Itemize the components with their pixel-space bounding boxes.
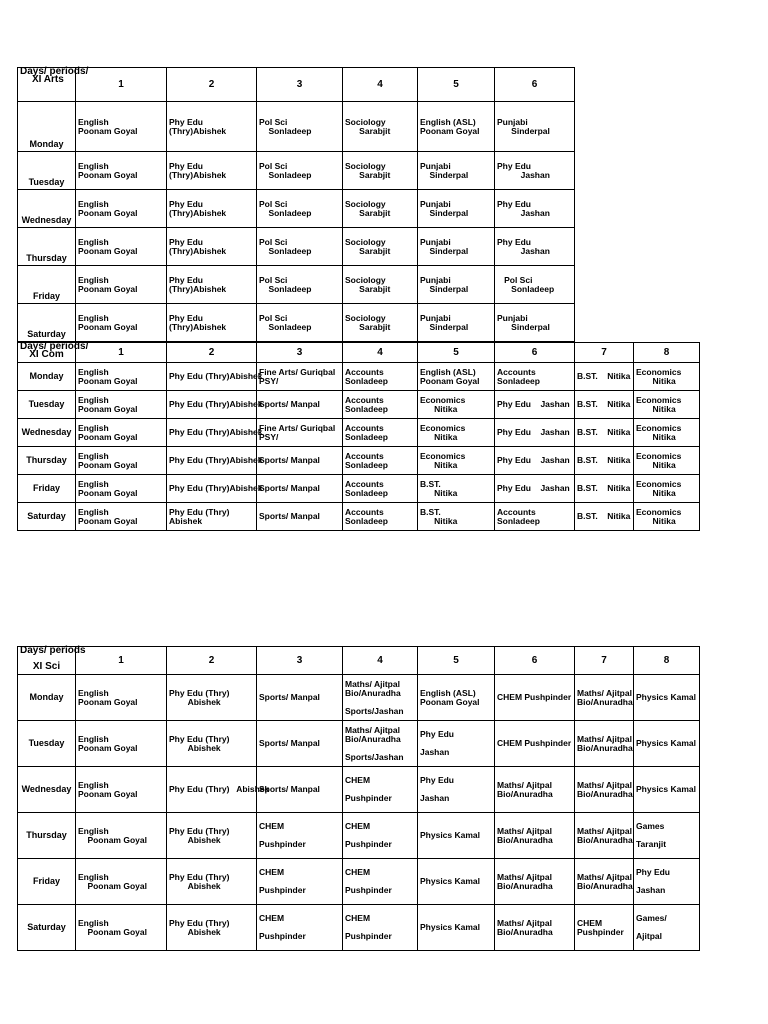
- period-header: 4: [343, 68, 418, 102]
- class-cell: Fine Arts/ Guriqbal PSY/: [257, 363, 343, 391]
- class-cell: Accounts Sonladeep: [343, 475, 418, 503]
- period-header: 2: [167, 68, 257, 102]
- day-label: Tuesday: [18, 721, 76, 767]
- class-cell: English Poonam Goyal: [76, 152, 167, 190]
- class-cell: Punjabi Sinderpal: [418, 190, 495, 228]
- class-cell: CHEM Pushpinder: [343, 813, 418, 859]
- class-cell: Phy Edu (Thry) Abishek: [167, 859, 257, 905]
- class-cell: Economics Nitika: [418, 419, 495, 447]
- period-header: 3: [257, 647, 343, 675]
- class-cell: Games/ Ajitpal: [634, 905, 700, 951]
- period-header: 3: [257, 68, 343, 102]
- day-label: Thursday: [18, 813, 76, 859]
- class-cell: English Poonam Goyal: [76, 447, 167, 475]
- table-row: [18, 675, 700, 721]
- period-header: 6: [495, 343, 575, 363]
- class-cell: Maths/ Ajitpal Bio/Anuradha: [495, 767, 575, 813]
- class-cell: Maths/ Ajitpal Bio/Anuradha: [495, 905, 575, 951]
- class-cell: Maths/ Ajitpal Bio/Anuradha: [575, 721, 634, 767]
- class-cell: English Poonam Goyal: [76, 767, 167, 813]
- class-cell: Pol Sci Sonladeep: [257, 152, 343, 190]
- class-cell: Accounts Sonladeep: [495, 363, 575, 391]
- class-cell: Phy Edu (Thry) Abishek: [167, 813, 257, 859]
- header-row: [18, 343, 700, 363]
- period-header: 1: [76, 343, 167, 363]
- day-label: Saturday: [18, 905, 76, 951]
- class-cell: B.ST. Nitika: [575, 363, 634, 391]
- period-header: 1: [76, 68, 167, 102]
- class-cell: Punjabi Sinderpal: [418, 228, 495, 266]
- class-cell: Phy Edu (Thry) Abishek: [167, 767, 257, 813]
- class-cell: Phy Edu Jashan: [495, 447, 575, 475]
- class-cell: English Poonam Goyal: [76, 503, 167, 531]
- class-cell: Punjabi Sinderpal: [418, 304, 495, 342]
- class-cell: Accounts Sonladeep: [343, 391, 418, 419]
- class-cell: Sociology Sarabjit: [343, 152, 418, 190]
- table-row: [18, 304, 575, 342]
- class-cell: CHEM Pushpinder: [495, 675, 575, 721]
- table-row: [18, 102, 575, 152]
- class-cell: Sports/ Manpal: [257, 447, 343, 475]
- class-cell: Sports/ Manpal: [257, 675, 343, 721]
- class-cell: English Poonam Goyal: [76, 190, 167, 228]
- class-cell: Physics Kamal: [418, 905, 495, 951]
- class-cell: Economics Nitika: [418, 447, 495, 475]
- class-cell: Phy Edu Jashan: [495, 228, 575, 266]
- class-cell: Phy Edu Jashan: [495, 190, 575, 228]
- class-cell: Pol Sci Sonladeep: [257, 304, 343, 342]
- class-cell: B.ST. Nitika: [575, 419, 634, 447]
- corner-label: Days/ periods/ XI Arts: [18, 68, 76, 102]
- class-cell: CHEM Pushpinder: [343, 859, 418, 905]
- day-label: Wednesday: [18, 190, 76, 228]
- class-cell: Sports/ Manpal: [257, 391, 343, 419]
- class-cell: B.ST. Nitika: [575, 475, 634, 503]
- class-cell: Accounts Sonladeep: [495, 503, 575, 531]
- corner-label: Days/ periods/ XI Com: [18, 343, 76, 363]
- table-row: [18, 190, 575, 228]
- day-label: Friday: [18, 859, 76, 905]
- class-cell: Punjabi Sinderpal: [418, 266, 495, 304]
- class-cell: Fine Arts/ Guriqbal PSY/: [257, 419, 343, 447]
- class-cell: Phy Edu (Thry) Abishek: [167, 675, 257, 721]
- class-cell: English Poonam Goyal: [76, 419, 167, 447]
- class-cell: Phy Edu (Thry)Abishek: [167, 152, 257, 190]
- class-cell: Sports/ Manpal: [257, 503, 343, 531]
- day-label: Saturday: [18, 304, 76, 342]
- class-cell: Maths/ Ajitpal Bio/Anuradha Sports/Jashan: [343, 721, 418, 767]
- class-cell: Phy Edu (Thry)Abishek: [167, 304, 257, 342]
- table-row: [18, 363, 700, 391]
- class-cell: English Poonam Goyal: [76, 475, 167, 503]
- class-cell: Punjabi Sinderpal: [495, 304, 575, 342]
- class-cell: Economics Nitika: [634, 391, 700, 419]
- class-cell: Pol Sci Sonladeep: [257, 102, 343, 152]
- class-cell: Accounts Sonladeep: [343, 419, 418, 447]
- class-cell: Phy Edu (Thry)Abishek: [167, 391, 257, 419]
- day-label: Monday: [18, 675, 76, 721]
- class-cell: Maths/ Ajitpal Bio/Anuradha: [575, 767, 634, 813]
- class-cell: English (ASL) Poonam Goyal: [418, 363, 495, 391]
- class-cell: English Poonam Goyal: [76, 905, 167, 951]
- class-cell: CHEM Pushpinder: [343, 767, 418, 813]
- day-label: Monday: [18, 102, 76, 152]
- class-cell: Accounts Sonladeep: [343, 447, 418, 475]
- class-cell: Economics Nitika: [634, 419, 700, 447]
- class-cell: B.ST. Nitika: [575, 447, 634, 475]
- class-cell: Pol Sci Sonladeep: [495, 266, 575, 304]
- class-cell: Phy Edu Jashan: [418, 767, 495, 813]
- period-header: 5: [418, 68, 495, 102]
- class-cell: Sociology Sarabjit: [343, 266, 418, 304]
- day-label: Saturday: [18, 503, 76, 531]
- period-header: 6: [495, 647, 575, 675]
- period-header: 5: [418, 343, 495, 363]
- header-row: [18, 647, 700, 675]
- table-row: [18, 721, 700, 767]
- class-cell: Pol Sci Sonladeep: [257, 190, 343, 228]
- class-cell: Phy Edu (Thry)Abishek: [167, 447, 257, 475]
- class-cell: Phy Edu (Thry) Abishek: [167, 721, 257, 767]
- table-row: [18, 475, 700, 503]
- class-cell: English Poonam Goyal: [76, 228, 167, 266]
- day-label: Wednesday: [18, 419, 76, 447]
- class-cell: Physics Kamal: [634, 767, 700, 813]
- period-header: 4: [343, 343, 418, 363]
- class-cell: Economics Nitika: [634, 475, 700, 503]
- class-cell: CHEM Pushpinder: [575, 905, 634, 951]
- class-cell: Phy Edu Jashan: [495, 391, 575, 419]
- table-row: [18, 419, 700, 447]
- table-row: [18, 503, 700, 531]
- class-cell: English Poonam Goyal: [76, 675, 167, 721]
- period-header: 6: [495, 68, 575, 102]
- table-row: [18, 266, 575, 304]
- class-cell: Sociology Sarabjit: [343, 304, 418, 342]
- class-cell: Economics Nitika: [418, 391, 495, 419]
- class-cell: Physics Kamal: [634, 721, 700, 767]
- class-cell: Maths/ Ajitpal Bio/Anuradha: [495, 813, 575, 859]
- period-header: 3: [257, 343, 343, 363]
- class-cell: Sports/ Manpal: [257, 721, 343, 767]
- class-cell: Economics Nitika: [634, 503, 700, 531]
- class-cell: Phy Edu (Thry)Abishek: [167, 363, 257, 391]
- day-label: Thursday: [18, 447, 76, 475]
- period-header: 5: [418, 647, 495, 675]
- class-cell: Phy Edu (Thry)Abishek: [167, 266, 257, 304]
- class-cell: Phy Edu Jashan: [495, 419, 575, 447]
- xi-arts-timetable: [17, 67, 575, 342]
- day-label: Tuesday: [18, 391, 76, 419]
- class-cell: B.ST. Nitika: [575, 391, 634, 419]
- header-row: [18, 68, 575, 102]
- class-cell: Physics Kamal: [418, 859, 495, 905]
- class-cell: English Poonam Goyal: [76, 721, 167, 767]
- day-label: Friday: [18, 475, 76, 503]
- class-cell: Sociology Sarabjit: [343, 190, 418, 228]
- day-label: Thursday: [18, 228, 76, 266]
- period-header: 8: [634, 343, 700, 363]
- class-cell: Pol Sci Sonladeep: [257, 266, 343, 304]
- class-cell: CHEM Pushpinder: [257, 905, 343, 951]
- class-cell: Phy Edu (Thry)Abishek: [167, 190, 257, 228]
- class-cell: Economics Nitika: [634, 447, 700, 475]
- xi-com-timetable: [17, 342, 700, 531]
- class-cell: Maths/ Ajitpal Bio/Anuradha: [575, 859, 634, 905]
- class-cell: English Poonam Goyal: [76, 363, 167, 391]
- class-cell: Games Taranjit: [634, 813, 700, 859]
- class-cell: English Poonam Goyal: [76, 304, 167, 342]
- class-cell: Maths/ Ajitpal Bio/Anuradha Sports/Jashan: [343, 675, 418, 721]
- day-label: Tuesday: [18, 152, 76, 190]
- class-cell: Maths/ Ajitpal Bio/Anuradha: [575, 813, 634, 859]
- class-cell: Accounts Sonladeep: [343, 503, 418, 531]
- class-cell: Maths/ Ajitpal Bio/Anuradha: [575, 675, 634, 721]
- class-cell: English Poonam Goyal: [76, 813, 167, 859]
- class-cell: Phy Edu Jashan: [634, 859, 700, 905]
- class-cell: Accounts Sonladeep: [343, 363, 418, 391]
- class-cell: Phy Edu Jashan: [418, 721, 495, 767]
- class-cell: Phy Edu (Thry)Abishek: [167, 228, 257, 266]
- table-row: [18, 767, 700, 813]
- period-header: 2: [167, 647, 257, 675]
- table-row: [18, 813, 700, 859]
- class-cell: Phy Edu Jashan: [495, 152, 575, 190]
- class-cell: CHEM Pushpinder: [257, 813, 343, 859]
- table-row: [18, 391, 700, 419]
- table-row: [18, 905, 700, 951]
- class-cell: Pol Sci Sonladeep: [257, 228, 343, 266]
- period-header: 4: [343, 647, 418, 675]
- day-label: Friday: [18, 266, 76, 304]
- class-cell: Phy Edu (Thry)Abishek: [167, 102, 257, 152]
- class-cell: CHEM Pushpinder: [343, 905, 418, 951]
- day-label: Monday: [18, 363, 76, 391]
- class-cell: English Poonam Goyal: [76, 102, 167, 152]
- class-cell: Punjabi Sinderpal: [418, 152, 495, 190]
- class-cell: Phy Edu (Thry)Abishek: [167, 475, 257, 503]
- class-cell: Sports/ Manpal: [257, 767, 343, 813]
- table-row: [18, 152, 575, 190]
- class-cell: Sports/ Manpal: [257, 475, 343, 503]
- class-cell: Phy Edu (Thry) Abishek: [167, 905, 257, 951]
- corner-label: Days/ periods XI Sci: [18, 647, 76, 675]
- class-cell: English Poonam Goyal: [76, 859, 167, 905]
- period-header: 2: [167, 343, 257, 363]
- class-cell: English (ASL) Poonam Goyal: [418, 102, 495, 152]
- period-header: 8: [634, 647, 700, 675]
- day-label: Wednesday: [18, 767, 76, 813]
- xi-sci-timetable: [17, 646, 700, 951]
- class-cell: English Poonam Goyal: [76, 391, 167, 419]
- period-header: 7: [575, 343, 634, 363]
- class-cell: CHEM Pushpinder: [257, 859, 343, 905]
- class-cell: Phy Edu (Thry) Abishek: [167, 503, 257, 531]
- class-cell: B.ST. Nitika: [575, 503, 634, 531]
- table-row: [18, 228, 575, 266]
- table-row: [18, 447, 700, 475]
- class-cell: Economics Nitika: [634, 363, 700, 391]
- class-cell: CHEM Pushpinder: [495, 721, 575, 767]
- class-cell: B.ST. Nitika: [418, 475, 495, 503]
- class-cell: Punjabi Sinderpal: [495, 102, 575, 152]
- class-cell: Phy Edu Jashan: [495, 475, 575, 503]
- class-cell: English Poonam Goyal: [76, 266, 167, 304]
- period-header: 1: [76, 647, 167, 675]
- class-cell: Phy Edu (Thry)Abishek: [167, 419, 257, 447]
- table-row: [18, 859, 700, 905]
- class-cell: B.ST. Nitika: [418, 503, 495, 531]
- class-cell: Sociology Sarabjit: [343, 228, 418, 266]
- class-cell: Sociology Sarabjit: [343, 102, 418, 152]
- class-cell: Physics Kamal: [634, 675, 700, 721]
- class-cell: English (ASL) Poonam Goyal: [418, 675, 495, 721]
- period-header: 7: [575, 647, 634, 675]
- class-cell: Physics Kamal: [418, 813, 495, 859]
- class-cell: Maths/ Ajitpal Bio/Anuradha: [495, 859, 575, 905]
